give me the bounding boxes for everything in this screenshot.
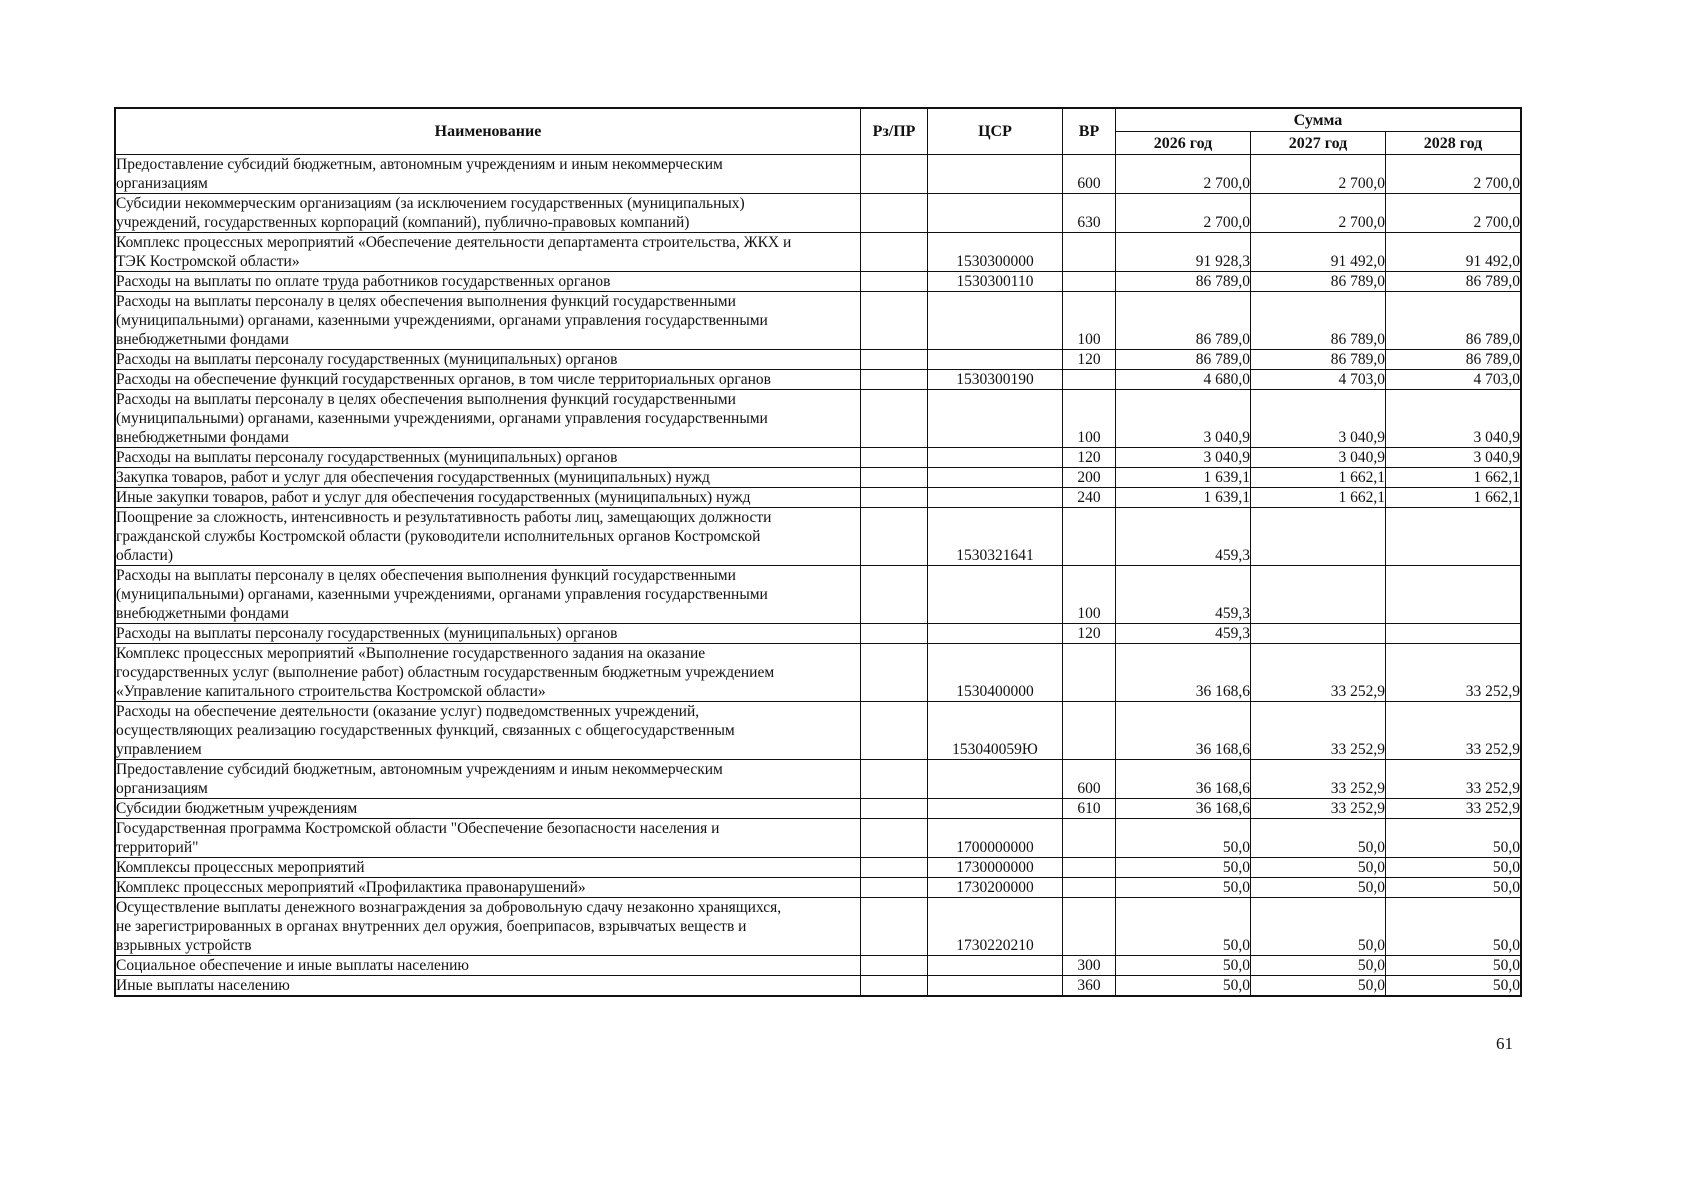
cell-sum-2027: 50,0 [1251, 976, 1386, 996]
cell-name-line: Комплекс процессных мероприятий «Профилактика правонарушений» [116, 879, 586, 896]
cell-vr: 120 [1063, 448, 1116, 468]
cell-vr [1063, 702, 1116, 760]
cell-name-line: Субсидии бюджетным учреждениям [116, 800, 358, 817]
cell-rzpr [861, 390, 928, 448]
cell-sum-2028 [1386, 624, 1521, 644]
table-row [116, 448, 1521, 468]
cell-csr [928, 956, 1063, 976]
cell-sum-2027 [1251, 508, 1386, 566]
table-header [116, 109, 1521, 155]
cell-sum-2027 [1251, 566, 1386, 624]
cell-csr [928, 760, 1063, 799]
cell-vr [1063, 508, 1116, 566]
cell-csr: 1700000000 [928, 819, 1063, 858]
cell-csr [928, 448, 1063, 468]
cell-name-line: Расходы на выплаты персоналу государственных (муниципальных) органов [116, 625, 618, 642]
cell-name [116, 370, 861, 390]
table-row [116, 858, 1521, 878]
cell-name [116, 468, 861, 488]
cell-vr: 300 [1063, 956, 1116, 976]
header-year-2026: 2026 год [1116, 132, 1251, 155]
cell-sum-2026: 91 928,3 [1116, 233, 1251, 272]
cell-sum-2027: 50,0 [1251, 898, 1386, 956]
cell-sum-2026: 86 789,0 [1116, 292, 1251, 350]
cell-name-line: (муниципальными) органами, казенными учреждениями, органами управления государственными [116, 312, 768, 329]
cell-sum-2026: 50,0 [1116, 976, 1251, 996]
cell-rzpr [861, 956, 928, 976]
cell-rzpr [861, 370, 928, 390]
cell-name-line: внебюджетными фондами [116, 605, 289, 622]
cell-rzpr [861, 155, 928, 194]
table-row [116, 350, 1521, 370]
cell-sum-2026: 50,0 [1116, 878, 1251, 898]
cell-sum-2026: 36 168,6 [1116, 644, 1251, 702]
cell-sum-2028: 50,0 [1386, 956, 1521, 976]
cell-vr: 240 [1063, 488, 1116, 508]
cell-rzpr [861, 878, 928, 898]
cell-name [116, 760, 861, 799]
header-sum: Сумма [1116, 109, 1521, 132]
table-row [116, 488, 1521, 508]
cell-rzpr [861, 272, 928, 292]
cell-name [116, 644, 861, 702]
header-vr: ВР [1063, 109, 1116, 155]
cell-name-line: Расходы на выплаты персоналу в целях обеспечения выполнения функций государственными [116, 293, 736, 310]
cell-sum-2026: 86 789,0 [1116, 350, 1251, 370]
cell-csr: 1530300000 [928, 233, 1063, 272]
cell-name-line: Комплекс процессных мероприятий «Выполнение государственного задания на оказание [116, 645, 706, 662]
cell-sum-2028: 86 789,0 [1386, 292, 1521, 350]
cell-rzpr [861, 799, 928, 819]
cell-name-line: Расходы на выплаты персоналу в целях обеспечения выполнения функций государственными [116, 391, 736, 408]
header-csr: ЦСР [928, 109, 1063, 155]
cell-name-line: Субсидии некоммерческим организациям (за исключением государственных (муниципальных) [116, 195, 745, 212]
header-name: Наименование [116, 109, 861, 155]
page-number: 61 [1496, 1034, 1513, 1053]
cell-name-line: Осуществление выплаты денежного вознаграждения за добровольную сдачу незаконно хранящихся, [116, 899, 782, 916]
cell-sum-2026: 50,0 [1116, 858, 1251, 878]
cell-sum-2027: 33 252,9 [1251, 760, 1386, 799]
cell-csr [928, 155, 1063, 194]
cell-sum-2028: 4 703,0 [1386, 370, 1521, 390]
cell-name-line: Иные закупки товаров, работ и услуг для обеспечения государственных (муниципальных) нужд [116, 489, 751, 506]
cell-sum-2027: 33 252,9 [1251, 644, 1386, 702]
cell-name-line: Расходы на обеспечение функций государственных органов, в том числе территориальных органов [116, 371, 771, 388]
cell-sum-2028: 91 492,0 [1386, 233, 1521, 272]
cell-sum-2027: 33 252,9 [1251, 799, 1386, 819]
cell-sum-2027: 2 700,0 [1251, 194, 1386, 233]
cell-sum-2028: 50,0 [1386, 858, 1521, 878]
table-row [116, 194, 1521, 233]
cell-name [116, 624, 861, 644]
table-row [116, 624, 1521, 644]
cell-sum-2027 [1251, 624, 1386, 644]
cell-name [116, 799, 861, 819]
cell-csr [928, 624, 1063, 644]
cell-sum-2026: 2 700,0 [1116, 155, 1251, 194]
cell-sum-2027: 1 662,1 [1251, 488, 1386, 508]
cell-sum-2026: 1 639,1 [1116, 488, 1251, 508]
cell-rzpr [861, 858, 928, 878]
cell-name [116, 272, 861, 292]
cell-csr [928, 292, 1063, 350]
cell-rzpr [861, 760, 928, 799]
cell-name [116, 956, 861, 976]
cell-name-line: гражданской службы Костромской области (руководители исполнительных органов Костромской [116, 528, 761, 545]
cell-sum-2027: 3 040,9 [1251, 448, 1386, 468]
cell-vr: 120 [1063, 350, 1116, 370]
cell-sum-2027: 50,0 [1251, 858, 1386, 878]
cell-name-line: области) [116, 547, 173, 564]
cell-sum-2028: 1 662,1 [1386, 488, 1521, 508]
cell-name-line: Поощрение за сложность, интенсивность и результативность работы лиц, замещающих должности [116, 509, 772, 526]
cell-vr: 200 [1063, 468, 1116, 488]
cell-sum-2028: 33 252,9 [1386, 702, 1521, 760]
cell-name-line: Государственная программа Костромской области "Обеспечение безопасности населения и [116, 820, 720, 837]
cell-name [116, 350, 861, 370]
cell-name-line: (муниципальными) органами, казенными учреждениями, органами управления государственными [116, 410, 768, 427]
table-row [116, 760, 1521, 799]
cell-rzpr [861, 624, 928, 644]
table-row [116, 390, 1521, 448]
table-row [116, 233, 1521, 272]
cell-name [116, 898, 861, 956]
cell-name [116, 819, 861, 858]
cell-csr: 1530400000 [928, 644, 1063, 702]
cell-sum-2027: 86 789,0 [1251, 350, 1386, 370]
cell-name [116, 194, 861, 233]
cell-vr: 120 [1063, 624, 1116, 644]
cell-csr: 1730200000 [928, 878, 1063, 898]
cell-vr: 360 [1063, 976, 1116, 996]
cell-sum-2026: 36 168,6 [1116, 760, 1251, 799]
cell-sum-2026: 459,3 [1116, 624, 1251, 644]
cell-sum-2027: 86 789,0 [1251, 272, 1386, 292]
cell-sum-2028: 2 700,0 [1386, 194, 1521, 233]
table-row [116, 898, 1521, 956]
cell-vr [1063, 233, 1116, 272]
cell-name-line: организациям [116, 175, 208, 192]
cell-sum-2026: 4 680,0 [1116, 370, 1251, 390]
table-row [116, 468, 1521, 488]
cell-name-line: Предоставление субсидий бюджетным, автономным учреждениям и иным некоммерческим [116, 761, 723, 778]
cell-sum-2027: 4 703,0 [1251, 370, 1386, 390]
cell-sum-2026: 36 168,6 [1116, 702, 1251, 760]
cell-vr [1063, 272, 1116, 292]
cell-sum-2028 [1386, 508, 1521, 566]
cell-csr [928, 468, 1063, 488]
table-row [116, 155, 1521, 194]
cell-csr [928, 390, 1063, 448]
cell-name [116, 858, 861, 878]
cell-name-line: внебюджетными фондами [116, 331, 289, 348]
cell-csr [928, 976, 1063, 996]
cell-name-line: внебюджетными фондами [116, 429, 289, 446]
cell-rzpr [861, 566, 928, 624]
cell-rzpr [861, 350, 928, 370]
cell-sum-2028: 86 789,0 [1386, 272, 1521, 292]
cell-sum-2028: 50,0 [1386, 898, 1521, 956]
cell-csr [928, 566, 1063, 624]
cell-name-line: Комплекс процессных мероприятий «Обеспечение деятельности департамента строительства, ЖКХ и [116, 234, 792, 251]
cell-rzpr [861, 508, 928, 566]
cell-rzpr [861, 468, 928, 488]
cell-sum-2026: 50,0 [1116, 819, 1251, 858]
cell-sum-2028: 1 662,1 [1386, 468, 1521, 488]
cell-vr: 600 [1063, 155, 1116, 194]
table-row [116, 508, 1521, 566]
cell-sum-2028: 33 252,9 [1386, 644, 1521, 702]
cell-sum-2026: 36 168,6 [1116, 799, 1251, 819]
table-row [116, 819, 1521, 858]
cell-name [116, 878, 861, 898]
cell-vr [1063, 370, 1116, 390]
cell-sum-2027: 50,0 [1251, 819, 1386, 858]
cell-rzpr [861, 702, 928, 760]
table-row [116, 702, 1521, 760]
cell-csr: 153040059Ю [928, 702, 1063, 760]
cell-csr [928, 488, 1063, 508]
table-body [116, 155, 1521, 996]
cell-vr: 630 [1063, 194, 1116, 233]
cell-sum-2028: 33 252,9 [1386, 760, 1521, 799]
cell-rzpr [861, 233, 928, 272]
cell-sum-2028: 2 700,0 [1386, 155, 1521, 194]
cell-sum-2028: 86 789,0 [1386, 350, 1521, 370]
cell-sum-2026: 459,3 [1116, 508, 1251, 566]
cell-sum-2027: 1 662,1 [1251, 468, 1386, 488]
cell-name-line: осуществляющих реализацию государственных функций, связанных с общегосударственным [116, 722, 735, 739]
cell-csr: 1730220210 [928, 898, 1063, 956]
cell-name [116, 292, 861, 350]
cell-name-line: организациям [116, 780, 208, 797]
cell-name [116, 488, 861, 508]
table-row [116, 292, 1521, 350]
cell-name [116, 702, 861, 760]
header-year-2028: 2028 год [1386, 132, 1521, 155]
cell-vr [1063, 819, 1116, 858]
cell-vr [1063, 898, 1116, 956]
table-row [116, 976, 1521, 996]
cell-name [116, 233, 861, 272]
cell-vr: 100 [1063, 566, 1116, 624]
cell-csr [928, 194, 1063, 233]
cell-sum-2026: 86 789,0 [1116, 272, 1251, 292]
cell-name-line: Комплексы процессных мероприятий [116, 859, 365, 876]
cell-rzpr [861, 292, 928, 350]
cell-name-line: Расходы на выплаты персоналу государственных (муниципальных) органов [116, 351, 618, 368]
cell-vr [1063, 858, 1116, 878]
cell-name-line: территорий" [116, 839, 199, 856]
cell-sum-2026: 3 040,9 [1116, 448, 1251, 468]
cell-name-line: Расходы на обеспечение деятельности (оказание услуг) подведомственных учреждений, [116, 703, 700, 720]
cell-vr: 100 [1063, 292, 1116, 350]
cell-csr [928, 799, 1063, 819]
table-row [116, 644, 1521, 702]
cell-name-line: Расходы на выплаты персоналу государственных (муниципальных) органов [116, 449, 618, 466]
cell-sum-2028: 3 040,9 [1386, 448, 1521, 468]
cell-name-line: Предоставление субсидий бюджетным, автономным учреждениям и иным некоммерческим [116, 156, 723, 173]
cell-sum-2028 [1386, 566, 1521, 624]
cell-sum-2027: 91 492,0 [1251, 233, 1386, 272]
cell-name-line: Закупка товаров, работ и услуг для обеспечения государственных (муниципальных) нужд [116, 469, 710, 486]
cell-sum-2026: 459,3 [1116, 566, 1251, 624]
cell-name-line: Социальное обеспечение и иные выплаты населению [116, 957, 470, 974]
cell-rzpr [861, 488, 928, 508]
cell-sum-2027: 33 252,9 [1251, 702, 1386, 760]
cell-name-line: (муниципальными) органами, казенными учреждениями, органами управления государственными [116, 586, 768, 603]
cell-name-line: учреждений, государственных корпораций (компаний), публично-правовых компаний) [116, 214, 690, 231]
cell-csr: 1530300190 [928, 370, 1063, 390]
cell-rzpr [861, 194, 928, 233]
table-row [116, 370, 1521, 390]
cell-rzpr [861, 819, 928, 858]
cell-csr [928, 350, 1063, 370]
header-rzpr: Рз/ПР [861, 109, 928, 155]
cell-name-line: управлением [116, 741, 202, 758]
cell-name [116, 448, 861, 468]
cell-sum-2027: 50,0 [1251, 956, 1386, 976]
table-row [116, 566, 1521, 624]
cell-name [116, 155, 861, 194]
cell-csr: 1530300110 [928, 272, 1063, 292]
cell-rzpr [861, 976, 928, 996]
cell-sum-2026: 1 639,1 [1116, 468, 1251, 488]
cell-vr: 610 [1063, 799, 1116, 819]
cell-sum-2027: 3 040,9 [1251, 390, 1386, 448]
cell-vr: 600 [1063, 760, 1116, 799]
cell-sum-2028: 50,0 [1386, 819, 1521, 858]
cell-vr [1063, 878, 1116, 898]
cell-sum-2026: 3 040,9 [1116, 390, 1251, 448]
cell-sum-2027: 50,0 [1251, 878, 1386, 898]
header-row-top [116, 109, 1521, 132]
cell-name-line: взрывных устройств [116, 937, 252, 954]
cell-name-line: не зарегистрированных в органах внутренних дел оружия, боеприпасов, взрывчатых веществ и [116, 918, 747, 935]
cell-sum-2028: 50,0 [1386, 878, 1521, 898]
table-row [116, 799, 1521, 819]
cell-sum-2027: 86 789,0 [1251, 292, 1386, 350]
cell-sum-2026: 2 700,0 [1116, 194, 1251, 233]
budget-table [115, 108, 1521, 996]
cell-name [116, 566, 861, 624]
cell-vr [1063, 644, 1116, 702]
cell-sum-2026: 50,0 [1116, 898, 1251, 956]
cell-name [116, 508, 861, 566]
table-row [116, 272, 1521, 292]
cell-csr: 1730000000 [928, 858, 1063, 878]
cell-sum-2028: 50,0 [1386, 976, 1521, 996]
header-year-2027: 2027 год [1251, 132, 1386, 155]
cell-sum-2027: 2 700,0 [1251, 155, 1386, 194]
cell-rzpr [861, 898, 928, 956]
cell-name-line: Иные выплаты населению [116, 977, 290, 994]
cell-sum-2026: 50,0 [1116, 956, 1251, 976]
cell-rzpr [861, 644, 928, 702]
cell-name [116, 976, 861, 996]
table-row [116, 956, 1521, 976]
cell-rzpr [861, 448, 928, 468]
cell-sum-2028: 3 040,9 [1386, 390, 1521, 448]
cell-name-line: Расходы на выплаты по оплате труда работников государственных органов [116, 273, 611, 290]
cell-sum-2028: 33 252,9 [1386, 799, 1521, 819]
table-row [116, 878, 1521, 898]
cell-name-line: государственных услуг (выполнение работ) областным государственным бюджетным учреждением [116, 664, 775, 681]
cell-csr: 1530321641 [928, 508, 1063, 566]
cell-name-line: ТЭК Костромской области» [116, 253, 300, 270]
cell-name-line: Расходы на выплаты персоналу в целях обеспечения выполнения функций государственными [116, 567, 736, 584]
cell-name-line: «Управление капитального строительства Костромской области» [116, 683, 546, 700]
cell-name [116, 390, 861, 448]
cell-vr: 100 [1063, 390, 1116, 448]
